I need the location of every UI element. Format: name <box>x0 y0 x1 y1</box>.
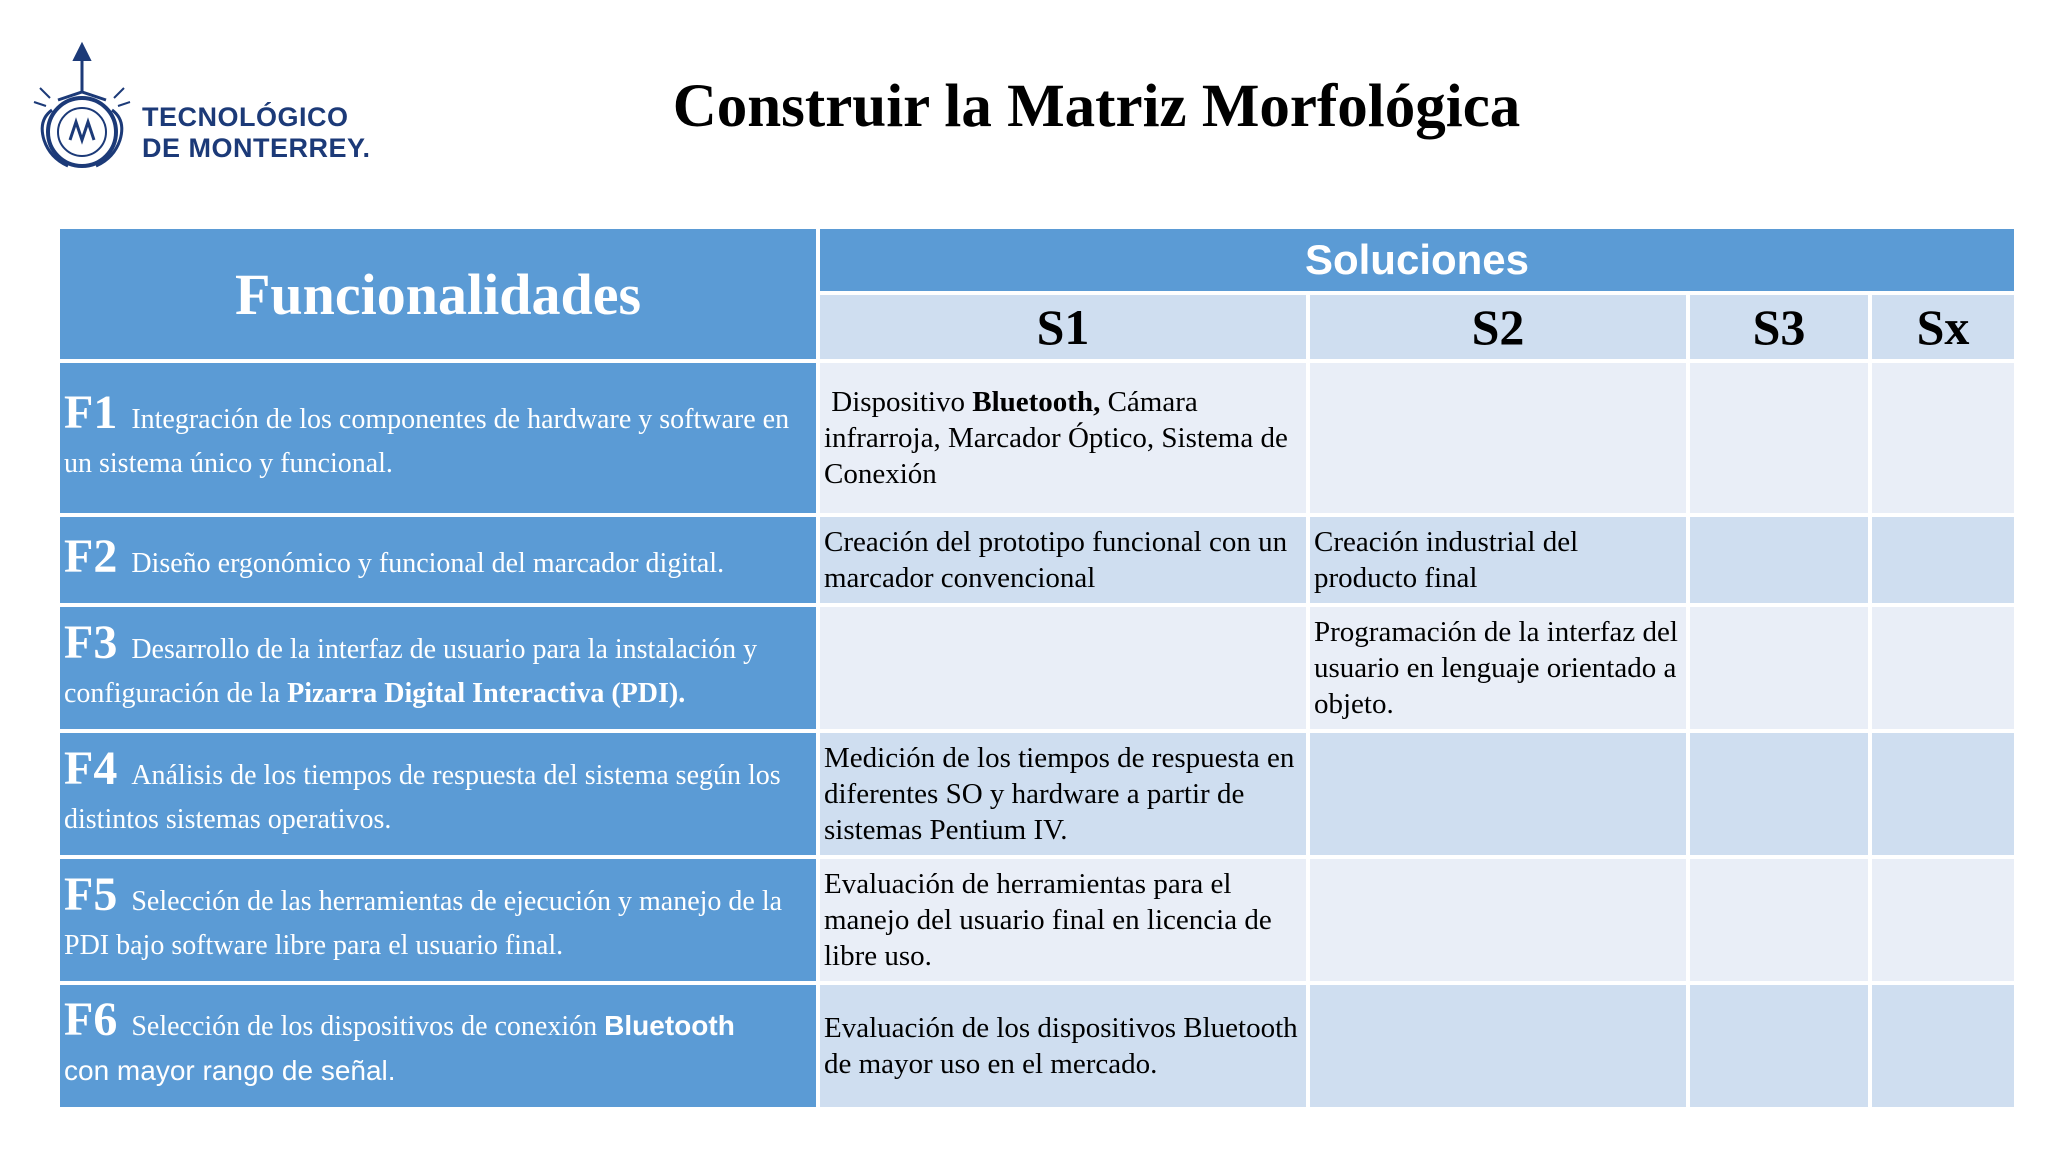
page-title: Construir la Matriz Morfológica <box>672 73 1521 140</box>
cell-f1-s1 <box>820 363 1306 513</box>
functionality-f5 <box>60 859 816 981</box>
cell-f3-s2: Programación de la interfaz del usuario en lenguaje orientado a objeto. <box>1310 607 1686 729</box>
cell-f5-s2 <box>1310 859 1686 981</box>
table-row <box>60 363 2014 513</box>
cell-f1-sx <box>1872 363 2014 513</box>
cell-f5-s3 <box>1690 859 1868 981</box>
cell-f6-s2 <box>1310 985 1686 1107</box>
cell-text: Cámara infrarroja, Marcador Óptico, Sistema de Conexión <box>824 386 1288 490</box>
cell-f3-s1 <box>820 607 1306 729</box>
logo-line-2: DE MONTERREY. <box>142 133 371 163</box>
column-header-s3: S3 <box>1690 295 1868 359</box>
table-row <box>60 517 2014 603</box>
functionality-f3 <box>60 607 816 729</box>
functionality-f4 <box>60 733 816 855</box>
cell-f5-s1: Evaluación de herramientas para el manejo del usuario final en licencia de libre uso. <box>820 859 1306 981</box>
functionality-desc: Integración de los componentes de hardware y software en un sistema único y funcional. <box>64 403 790 479</box>
functionality-desc-bold: Pizarra Digital Interactiva (PDI). <box>287 677 686 709</box>
cell-f4-sx <box>1872 733 2014 855</box>
table-row <box>60 607 2014 729</box>
functionality-desc: Diseño ergonómico y funcional del marcador digital. <box>131 547 725 579</box>
functionality-f6 <box>60 985 816 1107</box>
functionality-desc: Análisis de los tiempos de respuesta del sistema según los distintos sistemas operativos. <box>64 759 781 835</box>
table-row <box>60 985 2014 1107</box>
functionality-id: F3 <box>64 615 118 669</box>
functionality-id: F2 <box>64 529 118 583</box>
cell-f2-sx <box>1872 517 2014 603</box>
functionality-id: F5 <box>64 867 118 921</box>
column-header-sx: Sx <box>1872 295 2014 359</box>
functionality-desc-post: con mayor rango de señal. <box>64 1055 396 1086</box>
cell-f6-s1: Evaluación de los dispositivos Bluetooth de mayor uso en el mercado. <box>820 985 1306 1107</box>
functionality-desc-bold: Bluetooth <box>604 1010 735 1041</box>
column-header-s2: S2 <box>1310 295 1686 359</box>
cell-f3-sx <box>1872 607 2014 729</box>
functionality-f1 <box>60 363 816 513</box>
cell-f3-s3 <box>1690 607 1868 729</box>
cell-f6-sx <box>1872 985 2014 1107</box>
functionality-desc: Selección de las herramientas de ejecución y manejo de la PDI bajo software libre para el usuario final. <box>64 885 783 961</box>
functionality-id: F6 <box>64 993 118 1046</box>
functionality-id: F1 <box>64 385 118 439</box>
functionality-desc: Selección de los dispositivos de conexión <box>131 1011 605 1042</box>
logo-line-1: TECNOLÓGICO <box>142 102 349 132</box>
cell-f4-s3 <box>1690 733 1868 855</box>
cell-f1-s2 <box>1310 363 1686 513</box>
cell-f2-s2: Creación industrial del producto final <box>1310 517 1686 603</box>
table-row <box>60 859 2014 981</box>
table-row <box>60 733 2014 855</box>
functionality-id: F4 <box>64 741 118 795</box>
cell-f2-s1: Creación del prototipo funcional con un marcador convencional <box>820 517 1306 603</box>
morphological-matrix <box>56 225 2018 1111</box>
cell-f5-sx <box>1872 859 2014 981</box>
cell-f1-s3 <box>1690 363 1868 513</box>
functionality-desc: Desarrollo de la interfaz de usuario para la instalación y configuración de la <box>64 633 758 709</box>
solutions-header: Soluciones <box>820 229 2014 291</box>
cell-text: Dispositivo <box>824 386 973 418</box>
cell-text-bold: Bluetooth, <box>972 386 1101 418</box>
functionalities-header: Funcionalidades <box>60 229 816 359</box>
cell-f6-s3 <box>1690 985 1868 1107</box>
cell-f2-s3 <box>1690 517 1868 603</box>
column-header-s1: S1 <box>820 295 1306 359</box>
functionality-f2 <box>60 517 816 603</box>
cell-f4-s2 <box>1310 733 1686 855</box>
cell-f4-s1: Medición de los tiempos de respuesta en diferentes SO y hardware a partir de sistemas Pentium IV. <box>820 733 1306 855</box>
